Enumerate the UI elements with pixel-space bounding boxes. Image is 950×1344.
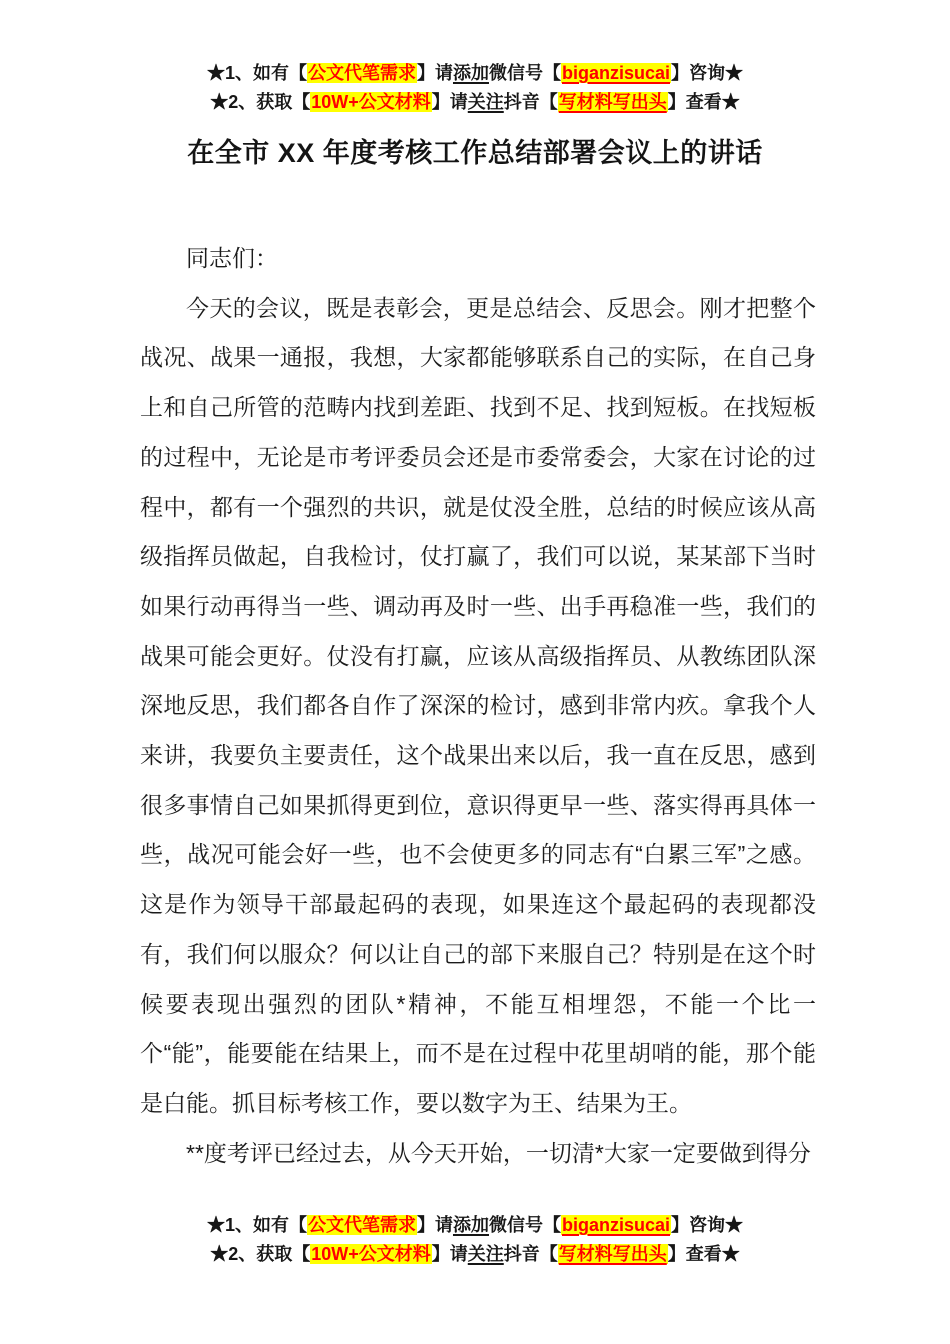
document-title: 在全市 XX 年度考核工作总结部署会议上的讲话 <box>187 138 763 168</box>
salutation-paragraph: 同志们： <box>186 245 278 271</box>
promo-action-underlined: 添加 <box>452 1215 489 1235</box>
promo-mid: 】请 <box>431 1244 468 1264</box>
promo-action-underlined: 添加 <box>452 63 489 83</box>
promo-channel-label: 微信号【 <box>488 1215 561 1235</box>
promo-mid: 】请 <box>431 92 468 112</box>
promo-suffix: 】咨询★ <box>671 1215 744 1235</box>
promo-channel-label: 抖音【 <box>503 1244 558 1264</box>
promo-mid: 】请 <box>416 1215 453 1235</box>
promo-prefix: ★1、如有【 <box>206 1215 307 1235</box>
promo-service-highlight: 公文代笔需求 <box>307 1215 416 1235</box>
promo-action-underlined: 关注 <box>467 1244 504 1264</box>
promo-channel-label: 抖音【 <box>503 92 558 112</box>
closing-paragraph: **度考评已经过去，从今天开始，一切清*大家一定要做到得分 <box>186 1139 811 1166</box>
promo-prefix: ★2、获取【 <box>210 1244 311 1264</box>
promo-footer <box>0 1211 950 1269</box>
promo-service-highlight: 公文代笔需求 <box>307 63 416 83</box>
promo-channel-label: 微信号【 <box>488 63 561 83</box>
promo-suffix: 】咨询★ <box>671 63 744 83</box>
promo-douyin-name-highlight: 写材料写出头 <box>558 1244 667 1264</box>
promo-material-highlight: 10W+公文材料 <box>311 92 431 112</box>
document-body <box>140 234 816 1178</box>
promo-douyin-name-highlight: 写材料写出头 <box>558 92 667 112</box>
promo-wechat-id-highlight: biganzisucai <box>561 1215 671 1235</box>
promo-header-line-1 <box>0 59 950 88</box>
promo-header <box>0 59 950 117</box>
promo-suffix: 】查看★ <box>667 92 740 112</box>
promo-prefix: ★2、获取【 <box>210 92 311 112</box>
promo-header-line-2 <box>0 88 950 117</box>
promo-wechat-id-highlight: biganzisucai <box>561 63 671 83</box>
promo-suffix: 】查看★ <box>667 1244 740 1264</box>
promo-footer-line-2 <box>0 1240 950 1269</box>
promo-footer-line-1 <box>0 1211 950 1240</box>
promo-prefix: ★1、如有【 <box>206 63 307 83</box>
promo-mid: 】请 <box>416 63 453 83</box>
promo-action-underlined: 关注 <box>467 92 504 112</box>
main-paragraph: 今天的会议，既是表彰会，更是总结会、反思会。刚才把整个战况、战果一通报，我想，大家都能够联系自己的实际，在自己身上和自己所管的范畴内找到差距、找到不足、找到短板。在找短板的过程中，无论是市考评委员会还是市委常委会，大家在讨论的过程中，都有一个强烈的共识，就是仗没全胜，总结的时候应该从高级指挥员做起，自我检讨，仗打赢了，我们可以说，某某部下当时如果行动再得当一些、调动再及时一些、出手再稳准一些，我们的战果可能会更好。仗没有打赢，应该从高级指挥员、从教练团队深深地反思，我们都各自作了深深的检讨，感到非常内疚。拿我个人来讲，我要负主要责任，这个战果出来以后，我一直在反思，感到很多事情自己如果抓得更到位，意识得更早一些、落实得再具体一些，战况可能会好一些，也不会使更多的同志有“白累三军”之感。这是作为领导干部最起码的表现，如果连这个最起码的表现都没有，我们何以服众？何以让自己的部下来服自己？特别是在这个时候要表现出强烈的团队*精神，不能互相埋怨，不能一个比一个“能”，能要能在结果上，而不是在过程中花里胡哨的能，那个能是白能。抓目标考核工作，要以数字为王、结果为王。 <box>140 294 816 1116</box>
promo-material-highlight: 10W+公文材料 <box>311 1244 431 1264</box>
